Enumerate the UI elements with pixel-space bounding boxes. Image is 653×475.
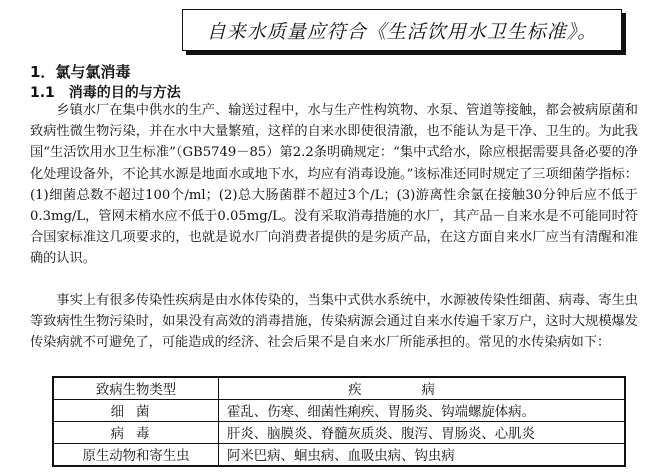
table-row <box>53 422 625 444</box>
paragraph-2: 事实上有很多传染性疾病是由水体传染的，当集中式供水系统中，水源被传染性细菌、病毒、寄生虫等致病性生物污染时，如果没有高效的消毒措施，传染病源会通过自来水传遍千家万户，这时大规模爆发传染病就不可避免了，可能造成的经济、社会后果不是自来水厂所能承担的。常见的水传染病如下： <box>30 293 638 351</box>
page-title: 自来水质量应符合《生活饮用水卫生标准》。 <box>182 9 622 51</box>
table-header-row <box>53 377 625 400</box>
waterborne-disease-table <box>52 376 626 467</box>
table-row <box>53 444 625 467</box>
section-heading: 1．氯与氯消毒 <box>30 63 131 81</box>
header-type: 致病生物类型 <box>53 377 219 400</box>
table-row <box>53 400 625 422</box>
row-diseases: 肝炎、脑膜炎、脊髓灰质炎、腹泻、胃肠炎、心肌炎 <box>219 422 626 444</box>
row-diseases: 霍乱、伤寒、细菌性痢疾、胃肠炎、钩端螺旋体病。 <box>219 400 626 422</box>
header-disease: 疾病 <box>219 377 626 400</box>
subsection-heading: 1.1 消毒的目的与方法 <box>30 85 181 101</box>
paragraph-1: 乡镇水厂在集中供水的生产、输送过程中，水与生产性构筑物、水泵、管道等接触，都会被病原菌和致病性微生物污染，并在水中大量繁殖，这样的自来水即使很清澈，也不能认为是干净、卫生的。为此我国“生活饮用水卫生标准”（GB5749－85）第2.2条明确规定：“集中式给水，除应根据需要具备必要的净化处理设备外，不论其水源是地面水或地下水，均应有消毒设施。”该标准还同时规定了三项细菌学指标：(1)细菌总数不超过100个/ml；(2)总大肠菌群不超过3个/L；(3)游离性余氯在接触30分钟后应不低于0.3mg/L，管网末梢水应不低于0.05mg/L。没有采取消毒措施的水厂，其产品－自来水是不可能同时符合国家标准这几项要求的，也就是说水厂向消费者提供的是劣质产品，在这方面自来水厂应当有清醒和准确的认识。 <box>30 103 638 267</box>
row-type: 细菌 <box>53 400 219 422</box>
row-diseases: 阿米巴病、蛔虫病、血吸虫病、钩虫病 <box>219 444 626 467</box>
row-type: 原生动物和寄生虫 <box>53 444 219 467</box>
row-type: 病毒 <box>53 422 219 444</box>
